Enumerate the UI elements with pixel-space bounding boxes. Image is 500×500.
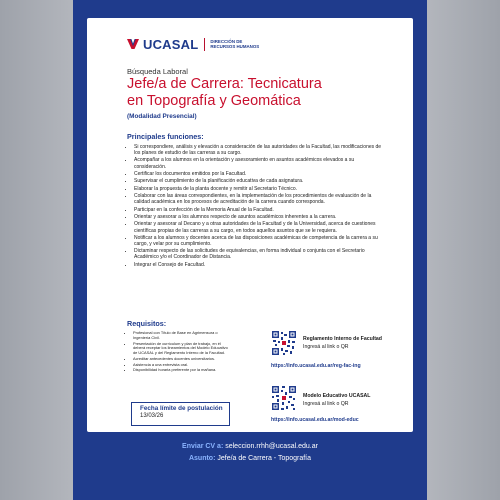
functions-heading: Principales funciones: (127, 132, 204, 141)
list-item: • Profesional con Título de Base en Agrimensura o Ingeniería Civil. (133, 331, 233, 340)
deadline-date: 13/03/26 (140, 413, 164, 419)
list-item: • Asistencia a una entrevista oral. (133, 363, 233, 368)
logo-brand: UCASAL (143, 36, 199, 52)
qr-code-icon[interactable] (271, 385, 297, 411)
qr-title: Reglamento Interno de Facultad (303, 336, 382, 342)
functions-list (127, 144, 386, 269)
qr-subtitle: Ingresá al link o QR (303, 401, 349, 407)
list-item: • Orientar y asesorar al Decano y a otras autoridades de la Facultad y de la Universidad, acerca de cuestiones científicas propias de las carreras a su cargo, en todos aquellos asuntos que se le requiera. (134, 221, 386, 233)
qr-title: Modelo Educativo UCASAL (303, 393, 371, 399)
logo-dept-line2: RECURSOS HUMANOS (210, 44, 260, 49)
ucasal-mark-icon (127, 38, 139, 50)
poster-card (87, 18, 413, 432)
qr-code-icon[interactable] (271, 330, 297, 356)
list-item: • Orientar y asesorar a los alumnos respecto de asuntos académicos inherentes a la carrera. (134, 214, 386, 220)
modality: (Modalidad Presencial) (127, 113, 197, 120)
list-item: • Certificar los documentos emitidos por la Facultad. (134, 171, 386, 177)
job-title (127, 76, 407, 110)
list-item: • Disponibilidad horaria preferente por la mañana. (133, 368, 233, 373)
list-item: • Supervisar el cumplimiento de la planificación educativa de cada asignatura. (134, 178, 386, 184)
job-poster (73, 0, 427, 500)
list-item: • Notificar a los alumnos y docentes acerca de las disposiciones académicas de competencia de la carrera a su cargo, y velar por su cumplimiento. (134, 235, 386, 247)
list-item: • Acompañar a los alumnos en la orientación y asesoramiento en asuntos académicos elevados a su consideración. (134, 157, 386, 169)
list-item: • Participar en la confección de la Memoria Anual de la Facultad. (134, 207, 386, 213)
list-item: • Colaborar con las áreas correspondientes, en la implementación de los procedimientos de evaluación de la calidad académica en los procesos de acreditación de la carrera cuando corresponda. (134, 193, 386, 205)
ucasal-logo (127, 37, 259, 51)
deadline-label: Fecha límite de postulación (140, 405, 223, 412)
logo-department (210, 39, 259, 50)
qr-link[interactable]: https://info.ucasal.edu.ar/mod-educ (271, 417, 359, 423)
job-title-line1: Jefe/a de Carrera: Tecnicatura (127, 76, 322, 92)
list-item: • Integrar el Consejo de Facultad. (134, 262, 386, 268)
logo-dept-line1: DIRECCIÓN DE (210, 38, 243, 44)
footer-subject-label: Asunto: (188, 455, 216, 462)
qr-link[interactable]: https://info.ucasal.edu.ar/reg-fac-ing (271, 363, 361, 369)
list-item: • Presentación de currículum y plan de trabajo, en él deberá receptar los lineamientos del Modelo Educativo de UCASAL y del Reglamento Interno de la Facultad. (133, 342, 233, 356)
requirements-list (127, 331, 233, 374)
kicker: Búsqueda Laboral (127, 67, 188, 76)
footer-cv-email[interactable]: seleccion.rrhh@ucasal.edu.ar (225, 443, 318, 450)
requirements-heading: Requisitos: (127, 319, 167, 328)
list-item: • Elaborar la propuesta de la planta docente y remitir al Secretario Técnico. (134, 186, 386, 192)
footer-subject-value: Jefe/a de Carrera - Topografía (217, 455, 312, 462)
deadline-box (131, 402, 230, 426)
logo-divider (204, 38, 205, 51)
list-item: • Dictaminar respecto de las solicitudes de equivalencias, en forma individual o conjunta con el Secretario Académico y/o el Coordinador de Distancia. (134, 248, 386, 260)
job-title-line2: en Topografía y Geomática (127, 93, 301, 109)
footer-cv-label: Enviar CV a: (182, 443, 224, 450)
list-item: • Acreditar antecedentes docentes universitarios. (133, 357, 233, 362)
footer-subject (73, 455, 427, 462)
list-item: • Si correspondiere, análisis y elevación a consideración de las autoridades de la Facultad, las modificaciones de los planes de estudio de las carreras a su cargo. (134, 144, 386, 156)
qr-subtitle: Ingresá al link o QR (303, 344, 349, 350)
footer-cv (73, 443, 427, 450)
